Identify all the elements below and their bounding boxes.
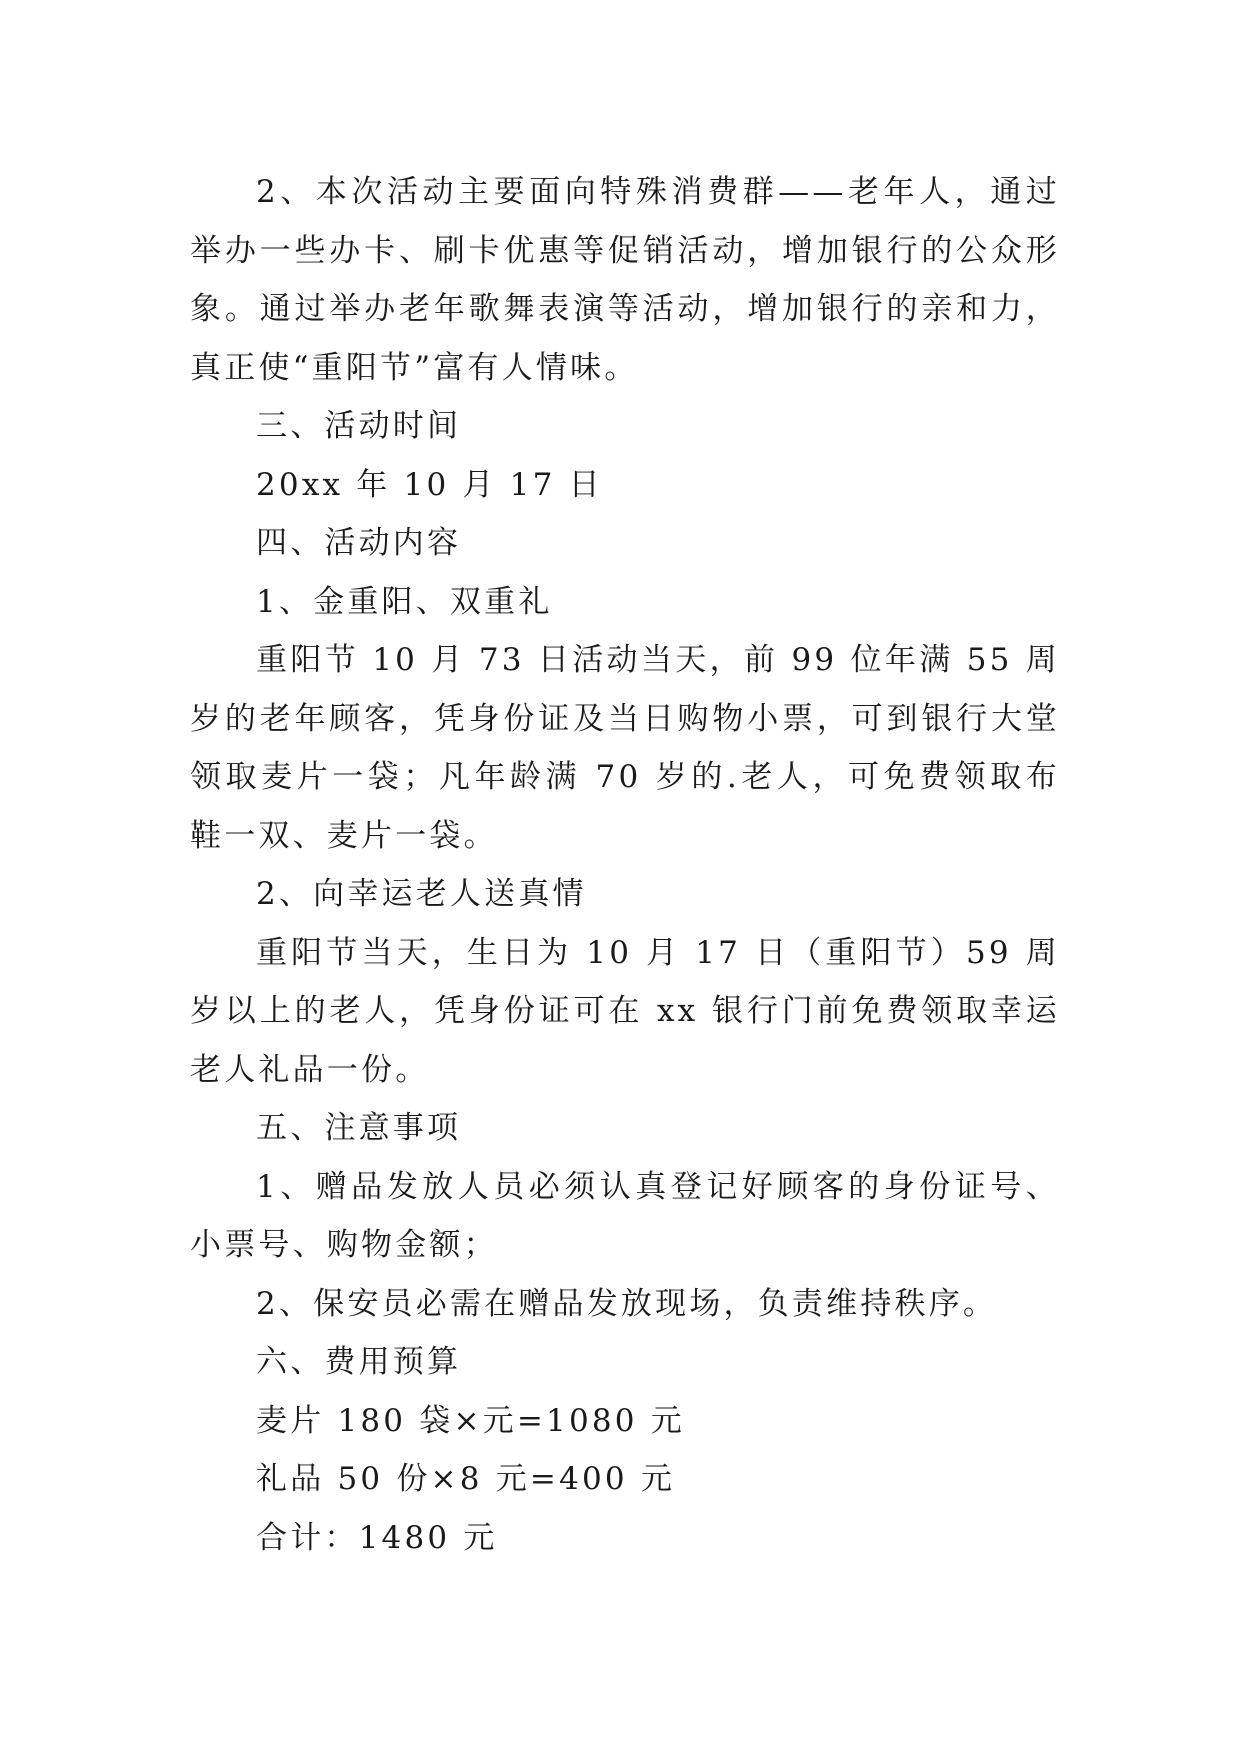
paragraph-activity-purpose: 2、本次活动主要面向特殊消费群——老年人，通过举办一些办卡、刷卡优惠等促销活动，增加银行的公众形象。通过举办老年歌舞表演等活动，增加银行的亲和力，真正使“重阳节”富有人情味。 [190,174,1060,386]
note-item-1: 1、赠品发放人员必须认真登记好顾客的身份证号、小票号、购物金额； [190,1168,1060,1263]
heading-activity-content: 四、活动内容 [256,525,462,561]
budget-total: 合计：1480 元 [256,1519,498,1556]
budget-line-oatmeal: 麦片 180 袋×元=1080 元 [256,1402,685,1439]
heading-activity-time: 三、活动时间 [256,408,462,444]
paragraph-gift-details: 重阳节 10 月 73 日活动当天，前 99 位年满 55 周岁的老年顾客，凭身份证及当日购物小票，可到银行大堂领取麦片一袋；凡年龄满 70 岁的.老人，可免费领取布鞋一双、麦片一袋。 [190,642,1060,854]
subheading-lucky-elders: 2、向幸运老人送真情 [256,876,587,912]
budget-line-gifts: 礼品 50 份×8 元=400 元 [256,1461,676,1497]
heading-budget: 六、费用预算 [256,1344,462,1380]
paragraph-lucky-elders: 重阳节当天，生日为 10 月 17 日（重阳节）59 周岁以上的老人，凭身份证可在 xx 银行门前免费领取幸运老人礼品一份。 [190,934,1060,1088]
activity-date: 20xx 年 10 月 17 日 [256,466,603,503]
note-item-2: 2、保安员必需在赠品发放现场，负责维持秩序。 [256,1285,998,1322]
subheading-gold-double-gift: 1、金重阳、双重礼 [256,583,553,620]
heading-notes: 五、注意事项 [256,1110,462,1146]
document-body [190,163,1060,1567]
